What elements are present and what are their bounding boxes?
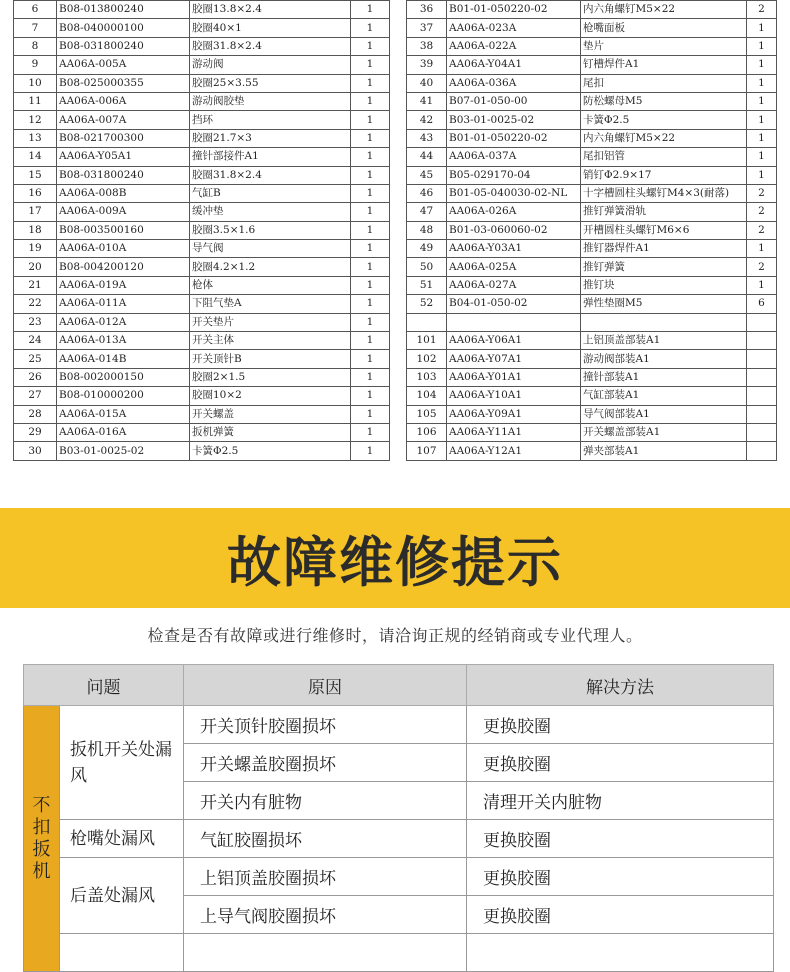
part-qty: 1 <box>351 184 390 202</box>
part-number: 16 <box>14 184 57 202</box>
part-code: B08-010000200 <box>57 387 190 405</box>
part-qty: 1 <box>747 129 777 147</box>
part-name: 气缸部装A1 <box>581 387 747 405</box>
column-gap <box>390 258 407 276</box>
column-gap <box>390 148 407 166</box>
column-gap <box>390 184 407 202</box>
table-row <box>14 368 777 386</box>
part-code: AA06A-019A <box>57 276 190 294</box>
column-gap <box>390 129 407 147</box>
part-number: 19 <box>14 240 57 258</box>
part-code: AA06A-014B <box>57 350 190 368</box>
table-row <box>14 295 777 313</box>
column-gap <box>390 387 407 405</box>
part-code: B01-01-050220-02 <box>447 129 581 147</box>
part-number: 50 <box>407 258 447 276</box>
table-row <box>14 1 777 19</box>
table-row <box>14 221 777 239</box>
parts-table-body <box>14 1 777 461</box>
part-name: 推钉块 <box>581 276 747 294</box>
table-row <box>14 313 777 331</box>
part-qty: 1 <box>351 111 390 129</box>
part-code: AA06A-026A <box>447 203 581 221</box>
table-row <box>14 405 777 423</box>
part-code: B08-025000355 <box>57 74 190 92</box>
part-number: 107 <box>407 442 447 460</box>
fault-cause: 开关顶针胶圈损坏 <box>184 706 467 744</box>
table-row <box>14 184 777 202</box>
part-name: 开关螺盖 <box>190 405 351 423</box>
part-qty: 1 <box>351 74 390 92</box>
part-number: 12 <box>14 111 57 129</box>
part-name: 防松螺母M5 <box>581 92 747 110</box>
table-row <box>14 56 777 74</box>
part-name: 导气阀 <box>190 240 351 258</box>
part-number: 20 <box>14 258 57 276</box>
table-row <box>14 423 777 441</box>
part-name: 枪体 <box>190 276 351 294</box>
part-name: 胶圈4.2×1.2 <box>190 258 351 276</box>
part-code: AA06A-027A <box>447 276 581 294</box>
troubleshooting-header-row <box>24 665 774 706</box>
part-name: 销钉Φ2.9×17 <box>581 166 747 184</box>
part-code <box>447 313 581 331</box>
part-qty: 1 <box>747 19 777 37</box>
table-row <box>14 240 777 258</box>
part-name: 开关螺盖部装A1 <box>581 423 747 441</box>
table-row <box>14 129 777 147</box>
part-name: 胶圈25×3.55 <box>190 74 351 92</box>
part-code: AA06A-Y09A1 <box>447 405 581 423</box>
part-number: 23 <box>14 313 57 331</box>
part-qty: 1 <box>351 405 390 423</box>
part-name: 尾扣铝管 <box>581 148 747 166</box>
section-banner <box>0 508 790 608</box>
part-qty: 1 <box>351 295 390 313</box>
part-qty: 1 <box>351 368 390 386</box>
column-gap <box>390 221 407 239</box>
part-code: B05-029170-04 <box>447 166 581 184</box>
part-name: 枪嘴面板 <box>581 19 747 37</box>
column-gap <box>390 368 407 386</box>
table-row <box>24 820 774 858</box>
part-number: 8 <box>14 37 57 55</box>
part-name: 胶圈31.8×2.4 <box>190 37 351 55</box>
part-qty: 1 <box>351 442 390 460</box>
table-row <box>14 350 777 368</box>
part-name: 游动阀部装A1 <box>581 350 747 368</box>
part-qty: 2 <box>747 203 777 221</box>
part-number: 28 <box>14 405 57 423</box>
header-cause: 原因 <box>184 665 467 706</box>
part-qty <box>747 313 777 331</box>
part-code: AA06A-037A <box>447 148 581 166</box>
part-number: 22 <box>14 295 57 313</box>
part-name: 上铝顶盖部装A1 <box>581 332 747 350</box>
part-number: 105 <box>407 405 447 423</box>
part-name: 弹性垫圈M5 <box>581 295 747 313</box>
column-gap <box>390 240 407 258</box>
empty-cell <box>184 934 467 972</box>
fault-solution: 更换胶圈 <box>467 744 774 782</box>
part-name: 开槽圆柱头螺钉M6×6 <box>581 221 747 239</box>
part-code: B01-03-060060-02 <box>447 221 581 239</box>
fault-solution: 更换胶圈 <box>467 858 774 896</box>
part-code: AA06A-007A <box>57 111 190 129</box>
part-code: AA06A-005A <box>57 56 190 74</box>
table-row <box>14 19 777 37</box>
part-number: 24 <box>14 332 57 350</box>
table-row <box>24 706 774 744</box>
fault-symptom: 枪嘴处漏风 <box>60 820 184 858</box>
header-problem: 问题 <box>24 665 184 706</box>
part-number: 13 <box>14 129 57 147</box>
part-name: 推钉弹簧滑轨 <box>581 203 747 221</box>
part-number: 106 <box>407 423 447 441</box>
part-number: 36 <box>407 1 447 19</box>
part-qty: 1 <box>351 148 390 166</box>
table-row <box>14 166 777 184</box>
part-number: 41 <box>407 92 447 110</box>
fault-solution: 更换胶圈 <box>467 706 774 744</box>
header-solution: 解决方法 <box>467 665 774 706</box>
part-name: 推钉弹簧 <box>581 258 747 276</box>
part-code: B07-01-050-00 <box>447 92 581 110</box>
column-gap <box>390 423 407 441</box>
part-code: AA06A-Y05A1 <box>57 148 190 166</box>
part-number <box>407 313 447 331</box>
table-row <box>14 258 777 276</box>
part-code: AA06A-012A <box>57 313 190 331</box>
fault-solution: 清理开关内脏物 <box>467 782 774 820</box>
part-code: B08-021700300 <box>57 129 190 147</box>
part-number: 17 <box>14 203 57 221</box>
part-number: 102 <box>407 350 447 368</box>
part-qty: 2 <box>747 184 777 202</box>
part-qty: 2 <box>747 1 777 19</box>
part-code: B01-05-040030-02-NL <box>447 184 581 202</box>
column-gap <box>390 332 407 350</box>
part-code: AA06A-015A <box>57 405 190 423</box>
part-qty: 1 <box>351 203 390 221</box>
fault-cause: 上导气阀胶圈损坏 <box>184 896 467 934</box>
part-name: 胶圈31.8×2.4 <box>190 166 351 184</box>
part-name: 弹夹部装A1 <box>581 442 747 460</box>
part-qty: 1 <box>351 332 390 350</box>
part-name: 开关顶针B <box>190 350 351 368</box>
service-note: 检查是否有故障或进行维修时，请洽询正规的经销商或专业代理人。 <box>147 626 643 645</box>
part-qty <box>747 405 777 423</box>
part-number: 40 <box>407 74 447 92</box>
parts-list-table <box>13 0 776 461</box>
part-name: 导气阀部装A1 <box>581 405 747 423</box>
part-code: AA06A-Y07A1 <box>447 350 581 368</box>
part-qty: 1 <box>351 387 390 405</box>
part-number: 43 <box>407 129 447 147</box>
part-code: AA06A-008B <box>57 184 190 202</box>
part-code: AA06A-Y06A1 <box>447 332 581 350</box>
part-code: B08-003500160 <box>57 221 190 239</box>
fault-category: 不扣扳机 <box>24 706 60 972</box>
part-qty: 2 <box>747 258 777 276</box>
fault-symptom: 后盖处漏风 <box>60 858 184 934</box>
part-number: 21 <box>14 276 57 294</box>
part-code: AA06A-Y04A1 <box>447 56 581 74</box>
part-name: 下阻气垫A <box>190 295 351 313</box>
part-qty: 1 <box>747 92 777 110</box>
part-number: 37 <box>407 19 447 37</box>
part-name: 推钉器焊件A1 <box>581 240 747 258</box>
part-number: 14 <box>14 148 57 166</box>
part-qty <box>747 442 777 460</box>
part-name: 撞针部装A1 <box>581 368 747 386</box>
column-gap <box>390 350 407 368</box>
part-code: AA06A-Y12A1 <box>447 442 581 460</box>
part-qty: 1 <box>351 313 390 331</box>
part-number: 39 <box>407 56 447 74</box>
part-code: AA06A-025A <box>447 258 581 276</box>
part-number: 38 <box>407 37 447 55</box>
part-code: B08-040000100 <box>57 19 190 37</box>
part-qty: 1 <box>351 221 390 239</box>
empty-cell <box>467 934 774 972</box>
part-qty: 2 <box>747 221 777 239</box>
part-name: 尾扣 <box>581 74 747 92</box>
part-qty: 1 <box>351 37 390 55</box>
table-row <box>14 37 777 55</box>
part-qty: 1 <box>747 240 777 258</box>
part-qty: 1 <box>351 92 390 110</box>
part-qty: 1 <box>351 423 390 441</box>
part-name: 胶圈3.5×1.6 <box>190 221 351 239</box>
part-qty: 1 <box>351 240 390 258</box>
column-gap <box>390 276 407 294</box>
part-code: AA06A-Y03A1 <box>447 240 581 258</box>
column-gap <box>390 111 407 129</box>
part-qty <box>747 423 777 441</box>
part-number: 15 <box>14 166 57 184</box>
part-qty: 1 <box>351 276 390 294</box>
table-row <box>24 934 774 972</box>
part-code: B08-002000150 <box>57 368 190 386</box>
part-number: 104 <box>407 387 447 405</box>
column-gap <box>390 92 407 110</box>
fault-solution: 更换胶圈 <box>467 896 774 934</box>
part-number: 52 <box>407 295 447 313</box>
part-number: 103 <box>407 368 447 386</box>
part-qty <box>747 350 777 368</box>
fault-cause: 上铝顶盖胶圈损坏 <box>184 858 467 896</box>
column-gap <box>390 166 407 184</box>
part-name: 胶圈21.7×3 <box>190 129 351 147</box>
part-qty: 1 <box>747 37 777 55</box>
part-qty: 1 <box>747 276 777 294</box>
table-row <box>14 332 777 350</box>
part-number: 25 <box>14 350 57 368</box>
part-number: 42 <box>407 111 447 129</box>
part-number: 27 <box>14 387 57 405</box>
part-name: 开关主体 <box>190 332 351 350</box>
column-gap <box>390 313 407 331</box>
fault-cause: 开关螺盖胶圈损坏 <box>184 744 467 782</box>
fault-cause: 气缸胶圈损坏 <box>184 820 467 858</box>
part-qty <box>747 332 777 350</box>
part-code: AA06A-036A <box>447 74 581 92</box>
part-qty: 1 <box>747 166 777 184</box>
fault-symptom: 扳机开关处漏风 <box>60 706 184 820</box>
table-row <box>14 74 777 92</box>
empty-cell <box>60 934 184 972</box>
part-code: AA06A-009A <box>57 203 190 221</box>
part-qty: 1 <box>747 74 777 92</box>
part-qty: 1 <box>747 148 777 166</box>
part-number: 29 <box>14 423 57 441</box>
part-name: 钉槽焊件A1 <box>581 56 747 74</box>
part-name: 扳机弹簧 <box>190 423 351 441</box>
part-qty: 1 <box>747 111 777 129</box>
column-gap <box>390 442 407 460</box>
part-code: AA06A-022A <box>447 37 581 55</box>
part-number: 7 <box>14 19 57 37</box>
part-name: 内六角螺钉M5×22 <box>581 129 747 147</box>
part-name: 游动阀 <box>190 56 351 74</box>
part-qty <box>747 387 777 405</box>
part-number: 51 <box>407 276 447 294</box>
part-name: 挡环 <box>190 111 351 129</box>
part-qty: 1 <box>351 166 390 184</box>
column-gap <box>390 405 407 423</box>
table-row <box>14 111 777 129</box>
part-name: 游动阀胶垫 <box>190 92 351 110</box>
table-row <box>14 92 777 110</box>
part-code: B08-004200120 <box>57 258 190 276</box>
part-number: 10 <box>14 74 57 92</box>
part-number: 49 <box>407 240 447 258</box>
part-number: 45 <box>407 166 447 184</box>
table-row <box>14 387 777 405</box>
part-code: AA06A-010A <box>57 240 190 258</box>
part-qty <box>747 368 777 386</box>
part-qty: 1 <box>351 258 390 276</box>
fault-solution: 更换胶圈 <box>467 820 774 858</box>
part-code: B03-01-0025-02 <box>57 442 190 460</box>
part-name: 气缸B <box>190 184 351 202</box>
part-name: 卡簧Φ2.5 <box>581 111 747 129</box>
part-qty: 1 <box>351 19 390 37</box>
troubleshooting-table <box>23 664 773 972</box>
part-number: 6 <box>14 1 57 19</box>
part-name: 缓冲垫 <box>190 203 351 221</box>
column-gap <box>390 56 407 74</box>
part-name: 胶圈2×1.5 <box>190 368 351 386</box>
column-gap <box>390 1 407 19</box>
troubleshooting-body <box>24 706 774 972</box>
part-qty: 1 <box>351 1 390 19</box>
part-code: AA06A-Y10A1 <box>447 387 581 405</box>
column-gap <box>390 74 407 92</box>
part-code: AA06A-011A <box>57 295 190 313</box>
part-code: AA06A-Y01A1 <box>447 368 581 386</box>
part-name: 卡簧Φ2.5 <box>190 442 351 460</box>
part-code: B03-01-0025-02 <box>447 111 581 129</box>
table-row <box>14 276 777 294</box>
part-code: AA06A-023A <box>447 19 581 37</box>
part-code: B08-031800240 <box>57 166 190 184</box>
fault-cause: 开关内有脏物 <box>184 782 467 820</box>
part-code: B01-01-050220-02 <box>447 1 581 19</box>
table-row <box>14 148 777 166</box>
part-name: 垫片 <box>581 37 747 55</box>
part-code: B08-031800240 <box>57 37 190 55</box>
column-gap <box>390 19 407 37</box>
part-name: 开关垫片 <box>190 313 351 331</box>
part-name: 胶圈10×2 <box>190 387 351 405</box>
part-number: 46 <box>407 184 447 202</box>
column-gap <box>390 203 407 221</box>
section-title: 故障维修提示 <box>227 530 563 594</box>
part-qty: 1 <box>351 350 390 368</box>
part-number: 11 <box>14 92 57 110</box>
part-number: 48 <box>407 221 447 239</box>
part-number: 101 <box>407 332 447 350</box>
part-number: 9 <box>14 56 57 74</box>
part-qty: 1 <box>351 56 390 74</box>
part-number: 30 <box>14 442 57 460</box>
part-name: 胶圈13.8×2.4 <box>190 1 351 19</box>
table-row <box>14 442 777 460</box>
column-gap <box>390 37 407 55</box>
part-code: AA06A-016A <box>57 423 190 441</box>
part-code: AA06A-Y11A1 <box>447 423 581 441</box>
column-gap <box>390 295 407 313</box>
part-name: 胶圈40×1 <box>190 19 351 37</box>
part-number: 18 <box>14 221 57 239</box>
table-row <box>14 203 777 221</box>
part-code: B08-013800240 <box>57 1 190 19</box>
part-name: 十字槽圆柱头螺钉M4×3(耐落) <box>581 184 747 202</box>
part-number: 26 <box>14 368 57 386</box>
table-row <box>24 858 774 896</box>
part-number: 47 <box>407 203 447 221</box>
part-qty: 6 <box>747 295 777 313</box>
part-code: AA06A-006A <box>57 92 190 110</box>
part-code: AA06A-013A <box>57 332 190 350</box>
part-qty: 1 <box>351 129 390 147</box>
part-qty: 1 <box>747 56 777 74</box>
part-name: 撞针部接件A1 <box>190 148 351 166</box>
part-name <box>581 313 747 331</box>
part-code: B04-01-050-02 <box>447 295 581 313</box>
part-number: 44 <box>407 148 447 166</box>
part-name: 内六角螺钉M5×22 <box>581 1 747 19</box>
